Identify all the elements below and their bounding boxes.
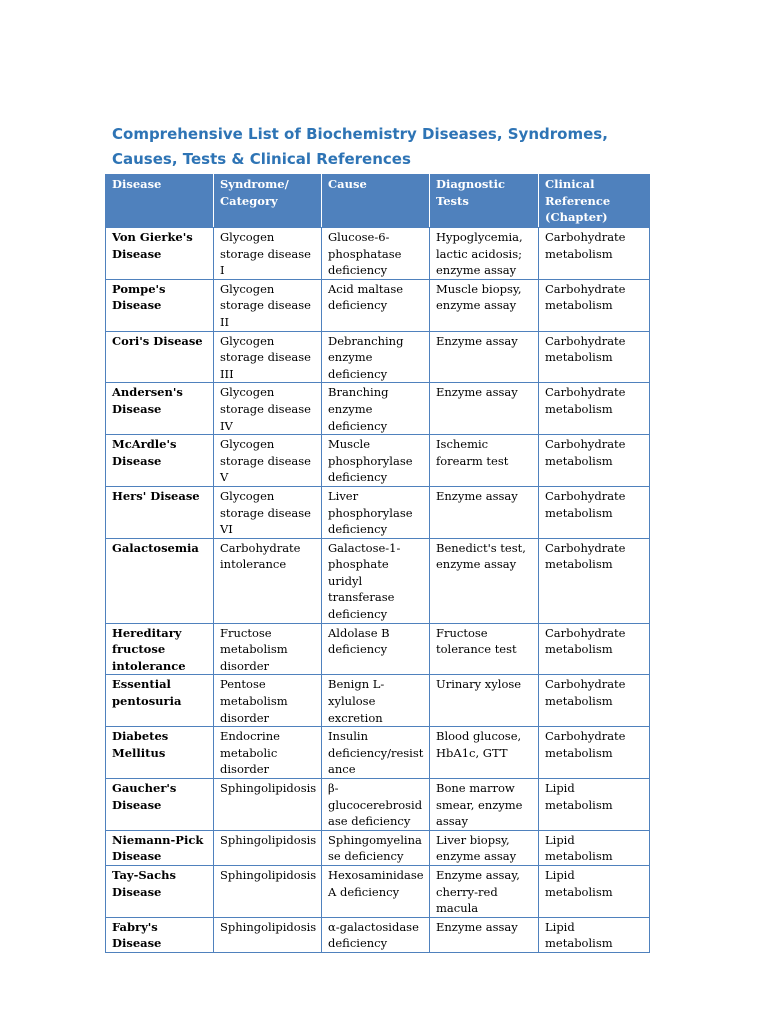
page-title: Comprehensive List of Biochemistry Diseases, Syndromes, Causes, Tests & Clinical References (112, 125, 608, 168)
column-header-clinical-reference: Clinical Reference (Chapter) (539, 175, 650, 228)
cause-cell: Benign L-xylulose excretion (322, 675, 430, 727)
disease-cell: Diabetes Mellitus (106, 727, 214, 779)
diagnostic-tests-cell: Urinary xylose (430, 675, 539, 727)
disease-cell: Hereditary fructose intolerance (106, 623, 214, 675)
table-row (106, 623, 650, 675)
diseases-table (105, 174, 650, 953)
cause-cell: Sphingomyelinase deficiency (322, 830, 430, 865)
cause-cell: Liver phosphorylase deficiency (322, 486, 430, 538)
table-row (106, 486, 650, 538)
column-header-cause: Cause (322, 175, 430, 228)
diagnostic-tests-cell: Fructose tolerance test (430, 623, 539, 675)
table-row (106, 331, 650, 383)
diagnostic-tests-cell: Enzyme assay (430, 383, 539, 435)
table-row (106, 435, 650, 487)
table-row (106, 279, 650, 331)
syndrome-cell: Glycogen storage disease II (214, 279, 322, 331)
column-header-diagnostic-tests: Diagnostic Tests (430, 175, 539, 228)
disease-cell: Gaucher's Disease (106, 779, 214, 831)
disease-cell: Galactosemia (106, 538, 214, 623)
syndrome-cell: Glycogen storage disease IV (214, 383, 322, 435)
syndrome-cell: Sphingolipidosis (214, 779, 322, 831)
diagnostic-tests-cell: Bone marrow smear, enzyme assay (430, 779, 539, 831)
clinical-reference-cell: Carbohydrate metabolism (539, 727, 650, 779)
diagnostic-tests-cell: Ischemic forearm test (430, 435, 539, 487)
cause-cell: Hexosaminidase A deficiency (322, 865, 430, 917)
table-row (106, 865, 650, 917)
clinical-reference-cell: Carbohydrate metabolism (539, 383, 650, 435)
cause-cell: Debranching enzyme deficiency (322, 331, 430, 383)
syndrome-cell: Carbohydrate intolerance (214, 538, 322, 623)
cause-cell: Glucose-6-phosphatase deficiency (322, 228, 430, 280)
cause-cell: Muscle phosphorylase deficiency (322, 435, 430, 487)
clinical-reference-cell: Carbohydrate metabolism (539, 279, 650, 331)
table-row (106, 675, 650, 727)
disease-cell: Fabry's Disease (106, 917, 214, 952)
table-header-row (106, 175, 650, 228)
clinical-reference-cell: Carbohydrate metabolism (539, 331, 650, 383)
diagnostic-tests-cell: Blood glucose, HbA1c, GTT (430, 727, 539, 779)
syndrome-cell: Glycogen storage disease VI (214, 486, 322, 538)
cause-cell: β-glucocerebrosidase deficiency (322, 779, 430, 831)
diagnostic-tests-cell: Enzyme assay (430, 917, 539, 952)
syndrome-cell: Pentose metabolism disorder (214, 675, 322, 727)
clinical-reference-cell: Carbohydrate metabolism (539, 435, 650, 487)
syndrome-cell: Glycogen storage disease V (214, 435, 322, 487)
clinical-reference-cell: Lipid metabolism (539, 865, 650, 917)
cause-cell: Acid maltase deficiency (322, 279, 430, 331)
cause-cell: Insulin deficiency/resistance (322, 727, 430, 779)
clinical-reference-cell: Carbohydrate metabolism (539, 675, 650, 727)
clinical-reference-cell: Lipid metabolism (539, 779, 650, 831)
clinical-reference-cell: Lipid metabolism (539, 830, 650, 865)
table-row (106, 779, 650, 831)
clinical-reference-cell: Carbohydrate metabolism (539, 623, 650, 675)
column-header-syndrome-category: Syndrome/ Category (214, 175, 322, 228)
column-header-disease: Disease (106, 175, 214, 228)
table-row (106, 228, 650, 280)
disease-cell: Von Gierke's Disease (106, 228, 214, 280)
diagnostic-tests-cell: Benedict's test, enzyme assay (430, 538, 539, 623)
disease-cell: Pompe's Disease (106, 279, 214, 331)
syndrome-cell: Sphingolipidosis (214, 917, 322, 952)
cause-cell: Branching enzyme deficiency (322, 383, 430, 435)
syndrome-cell: Sphingolipidosis (214, 830, 322, 865)
diagnostic-tests-cell: Muscle biopsy, enzyme assay (430, 279, 539, 331)
table-row (106, 727, 650, 779)
syndrome-cell: Sphingolipidosis (214, 865, 322, 917)
disease-cell: McArdle's Disease (106, 435, 214, 487)
cause-cell: Aldolase B deficiency (322, 623, 430, 675)
syndrome-cell: Endocrine metabolic disorder (214, 727, 322, 779)
syndrome-cell: Glycogen storage disease III (214, 331, 322, 383)
diagnostic-tests-cell: Enzyme assay (430, 486, 539, 538)
clinical-reference-cell: Carbohydrate metabolism (539, 486, 650, 538)
diagnostic-tests-cell: Enzyme assay (430, 331, 539, 383)
syndrome-cell: Fructose metabolism disorder (214, 623, 322, 675)
cause-cell: Galactose-1-phosphate uridyl transferase deficiency (322, 538, 430, 623)
clinical-reference-cell: Carbohydrate metabolism (539, 228, 650, 280)
table-row (106, 383, 650, 435)
table-container (105, 174, 649, 951)
table-row (106, 917, 650, 952)
diagnostic-tests-cell: Enzyme assay, cherry-red macula (430, 865, 539, 917)
disease-cell: Tay-Sachs Disease (106, 865, 214, 917)
disease-cell: Hers' Disease (106, 486, 214, 538)
disease-cell: Andersen's Disease (106, 383, 214, 435)
clinical-reference-cell: Carbohydrate metabolism (539, 538, 650, 623)
diagnostic-tests-cell: Hypoglycemia, lactic acidosis; enzyme assay (430, 228, 539, 280)
syndrome-cell: Glycogen storage disease I (214, 228, 322, 280)
clinical-reference-cell: Lipid metabolism (539, 917, 650, 952)
diagnostic-tests-cell: Liver biopsy, enzyme assay (430, 830, 539, 865)
table-row (106, 538, 650, 623)
cause-cell: α-galactosidase deficiency (322, 917, 430, 952)
table-row (106, 830, 650, 865)
disease-cell: Essential pentosuria (106, 675, 214, 727)
disease-cell: Cori's Disease (106, 331, 214, 383)
disease-cell: Niemann-Pick Disease (106, 830, 214, 865)
